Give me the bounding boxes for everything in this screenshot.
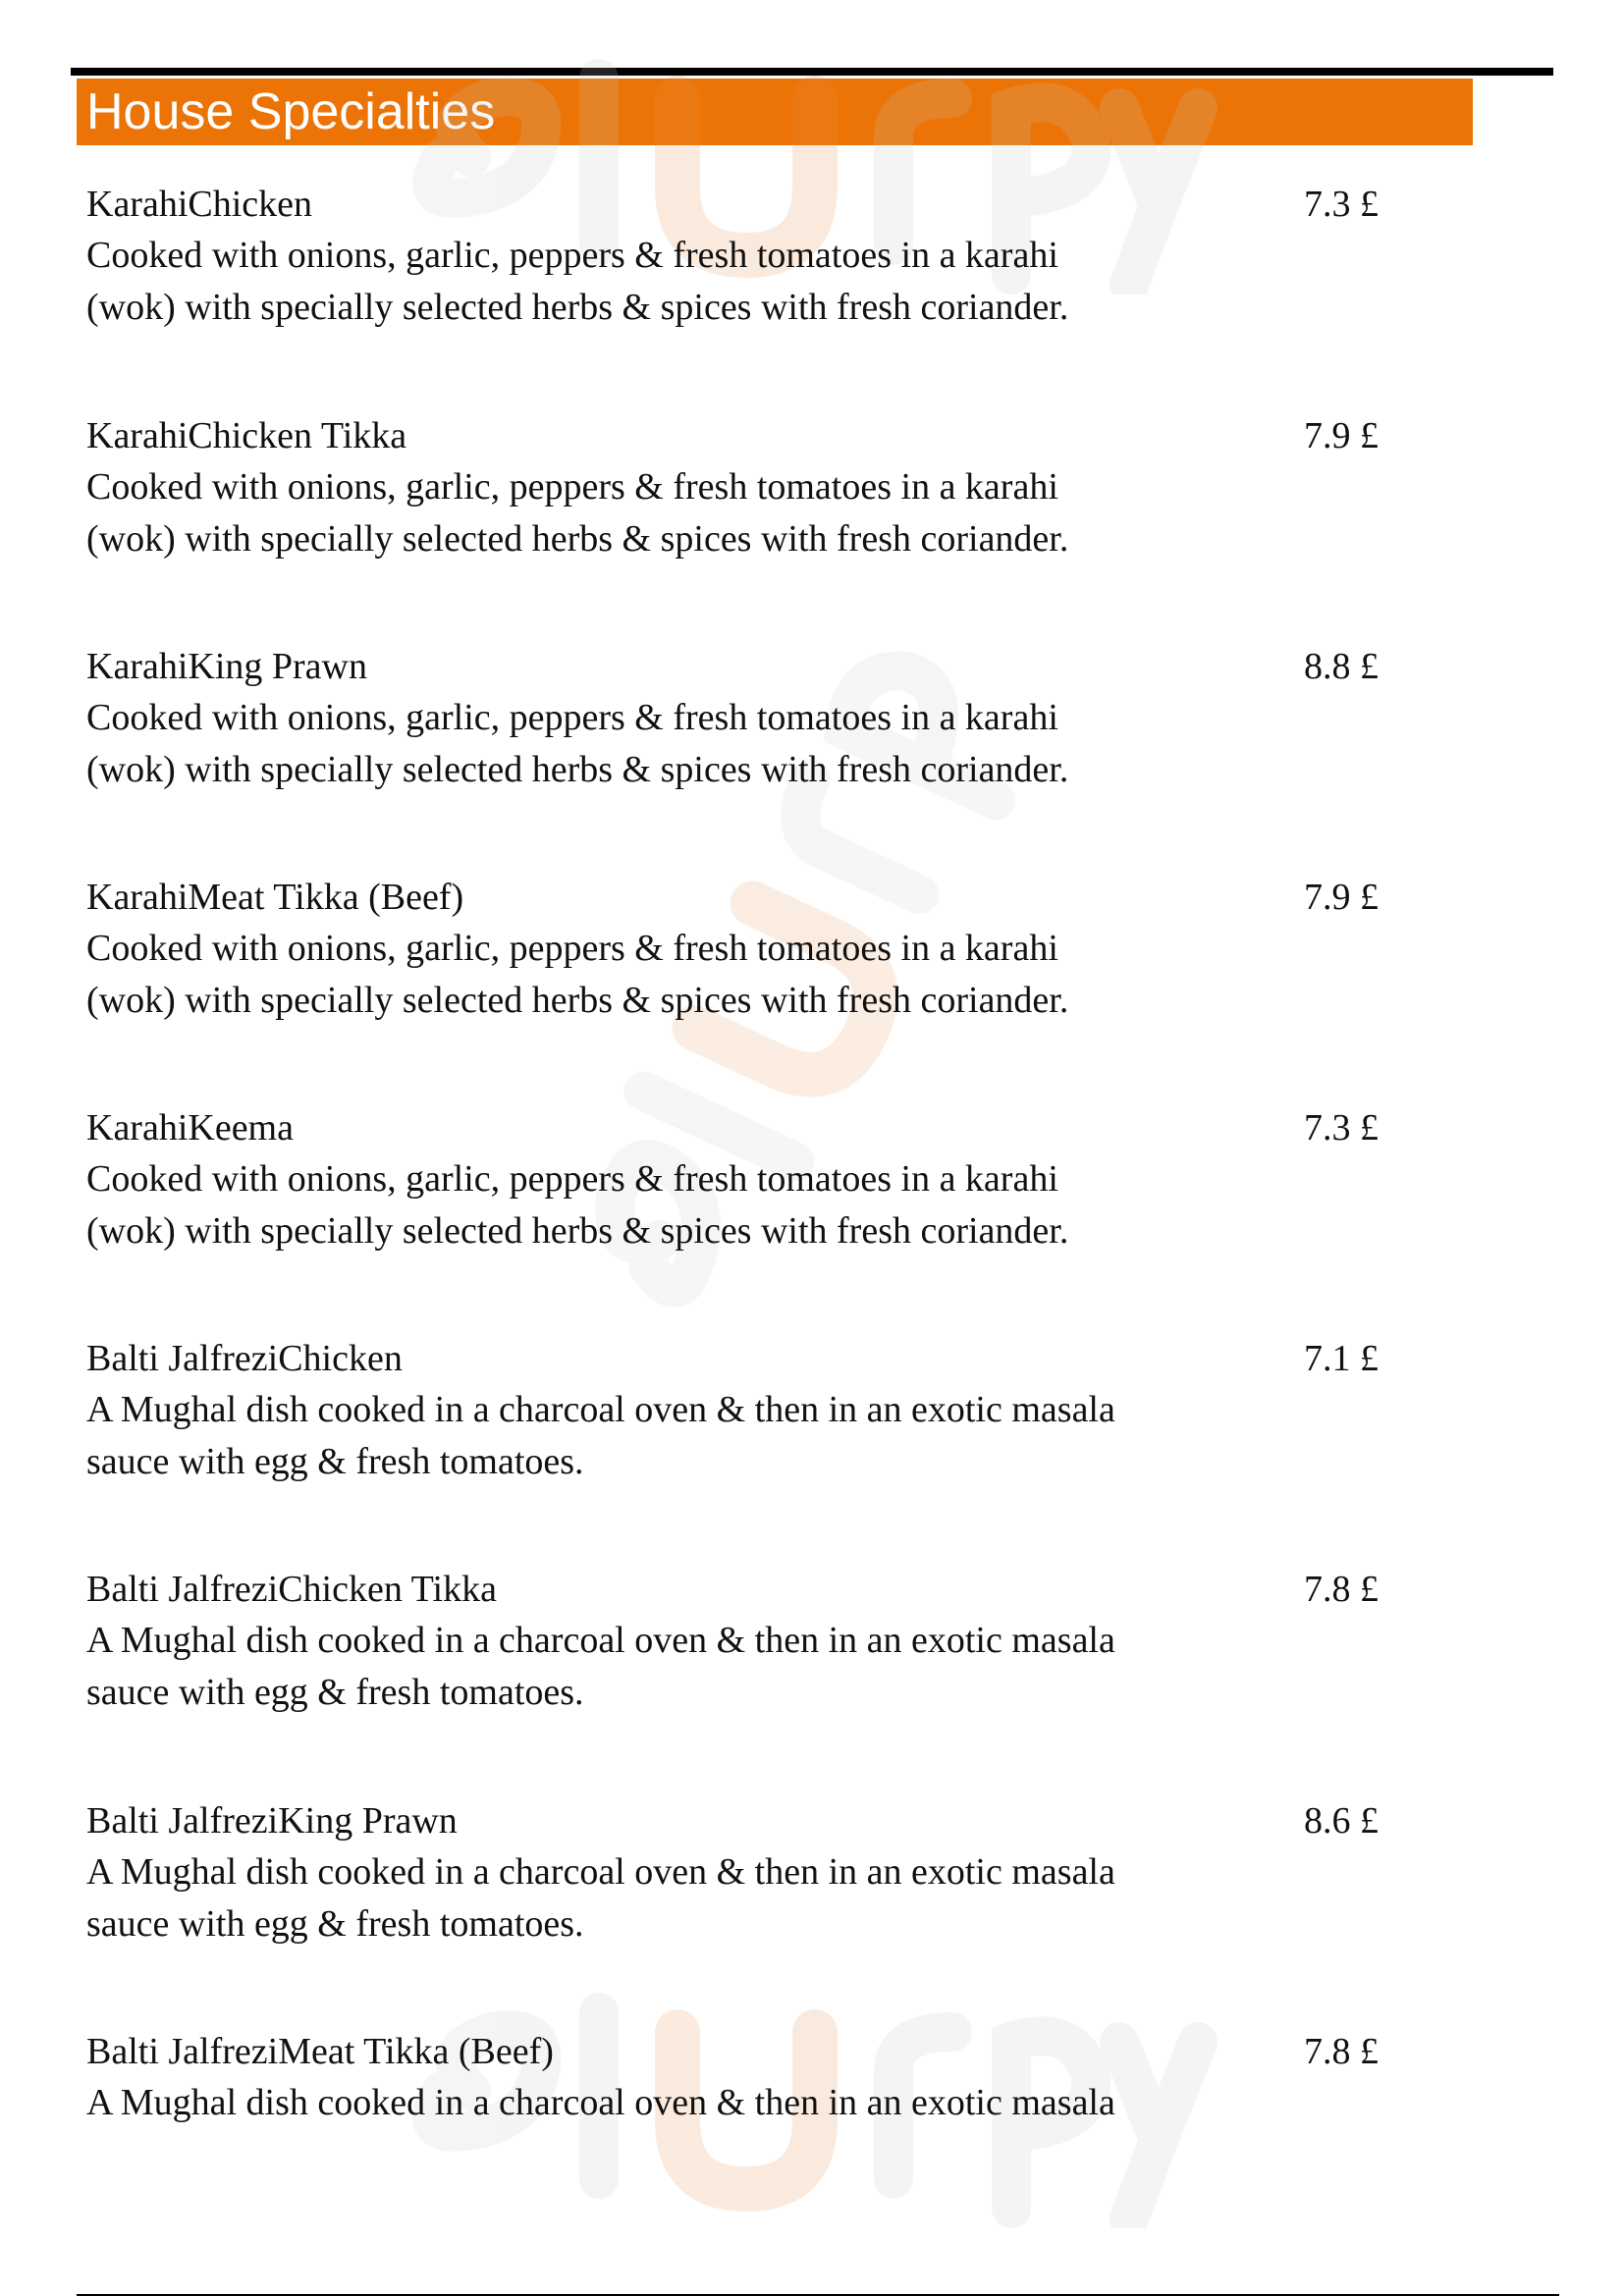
- item-price: 7.8 £: [1304, 1569, 1379, 1610]
- item-description: [86, 1384, 1265, 1488]
- item-name: KarahiChicken Tikka: [86, 415, 407, 456]
- description-line: sauce with egg & fresh tomatoes.: [86, 1441, 584, 1482]
- description-line: (wok) with specially selected herbs & spices with fresh coriander.: [86, 518, 1069, 560]
- description-line: (wok) with specially selected herbs & spices with fresh coriander.: [86, 1210, 1069, 1252]
- item-description: [86, 692, 1265, 796]
- description-line: (wok) with specially selected herbs & spices with fresh coriander.: [86, 749, 1069, 790]
- description-line: Cooked with onions, garlic, peppers & fresh tomatoes in a karahi: [86, 235, 1058, 276]
- item-description: [86, 1153, 1265, 1257]
- item-price: 8.6 £: [1304, 1800, 1379, 1842]
- item-name: Balti JalfreziChicken Tikka: [86, 1569, 497, 1610]
- description-line: Cooked with onions, garlic, peppers & fresh tomatoes in a karahi: [86, 928, 1058, 969]
- description-line: A Mughal dish cooked in a charcoal oven & then in an exotic masala: [86, 1620, 1115, 1661]
- item-name: KarahiKeema: [86, 1107, 294, 1148]
- item-name: KarahiChicken: [86, 184, 313, 225]
- description-line: Cooked with onions, garlic, peppers & fresh tomatoes in a karahi: [86, 466, 1058, 507]
- description-line: A Mughal dish cooked in a charcoal oven & then in an exotic masala: [86, 1851, 1115, 1893]
- item-name: KarahiMeat Tikka (Beef): [86, 877, 464, 918]
- item-description: [86, 1846, 1265, 1950]
- item-price: 7.9 £: [1304, 415, 1379, 456]
- description-line: Cooked with onions, garlic, peppers & fresh tomatoes in a karahi: [86, 1158, 1058, 1200]
- item-description: [86, 230, 1265, 334]
- description-line: sauce with egg & fresh tomatoes.: [86, 1903, 584, 1945]
- description-line: Cooked with onions, garlic, peppers & fresh tomatoes in a karahi: [86, 697, 1058, 738]
- item-name: Balti JalfreziKing Prawn: [86, 1800, 458, 1842]
- description-line: A Mughal dish cooked in a charcoal oven & then in an exotic masala: [86, 2082, 1115, 2123]
- description-line: A Mughal dish cooked in a charcoal oven & then in an exotic masala: [86, 1389, 1115, 1430]
- description-line: (wok) with specially selected herbs & spices with fresh coriander.: [86, 980, 1069, 1021]
- item-price: 7.9 £: [1304, 877, 1379, 918]
- item-price: 7.8 £: [1304, 2031, 1379, 2072]
- item-description: [86, 461, 1265, 565]
- item-description: [86, 923, 1265, 1027]
- item-name: Balti JalfreziMeat Tikka (Beef): [86, 2031, 554, 2072]
- item-name: KarahiKing Prawn: [86, 646, 367, 687]
- item-description: [86, 1615, 1265, 1719]
- item-price: 8.8 £: [1304, 646, 1379, 687]
- item-price: 7.3 £: [1304, 1107, 1379, 1148]
- description-line: (wok) with specially selected herbs & spices with fresh coriander.: [86, 287, 1069, 328]
- item-price: 7.1 £: [1304, 1338, 1379, 1379]
- item-name: Balti JalfreziChicken: [86, 1338, 403, 1379]
- item-description: [86, 2077, 1265, 2129]
- item-price: 7.3 £: [1304, 184, 1379, 225]
- description-line: sauce with egg & fresh tomatoes.: [86, 1672, 584, 1713]
- section-title: House Specialties: [86, 83, 496, 140]
